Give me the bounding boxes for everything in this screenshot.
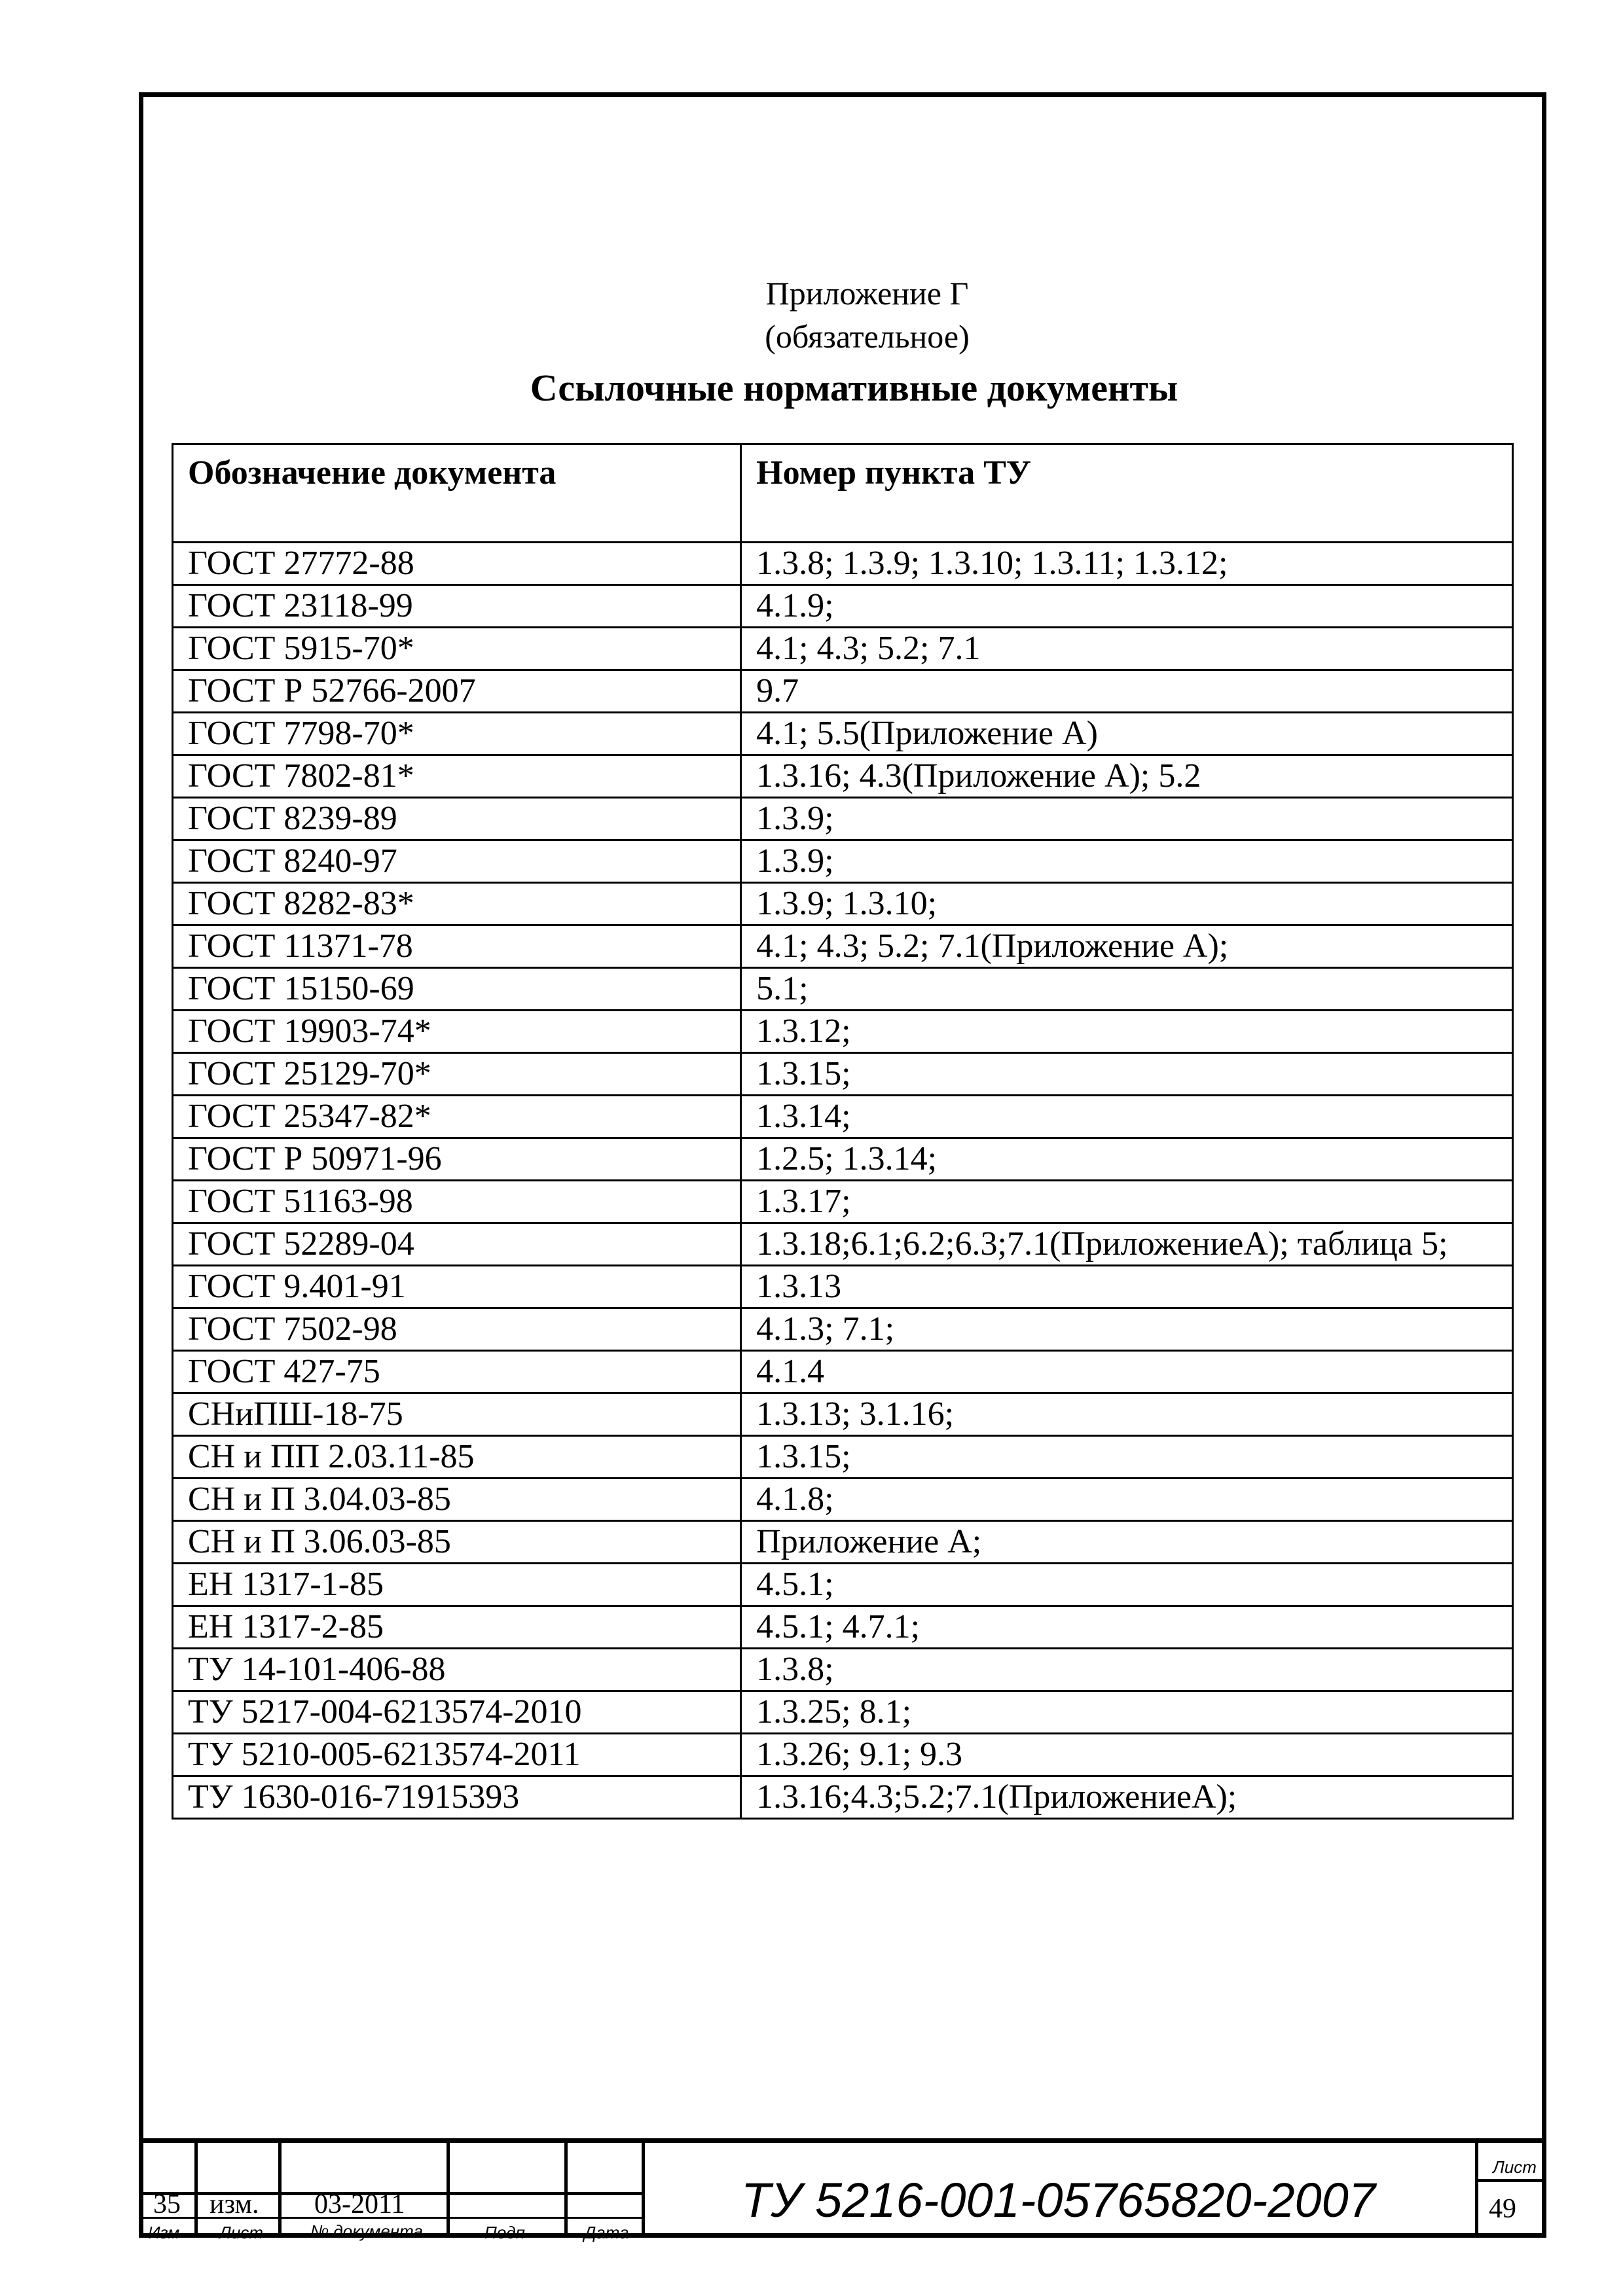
clause-number-cell: 4.1.3; 7.1; xyxy=(741,1308,1513,1351)
column-header-clause: Номер пункта ТУ xyxy=(741,444,1513,543)
clause-number-cell: 4.5.1; 4.7.1; xyxy=(741,1606,1513,1649)
clause-number-cell: 1.2.5; 1.3.14; xyxy=(741,1138,1513,1181)
table-row xyxy=(173,1776,1513,1819)
clause-number-cell: Приложение А; xyxy=(741,1521,1513,1564)
table-row xyxy=(173,925,1513,968)
document-designation-cell: СН и П 3.06.03-85 xyxy=(173,1521,741,1564)
clause-number-cell: 1.3.12; xyxy=(741,1011,1513,1053)
table-row xyxy=(173,798,1513,840)
appendix-status: (обязательное) xyxy=(765,318,970,355)
appendix-heading xyxy=(0,272,1623,418)
table-row xyxy=(173,1223,1513,1266)
references-table xyxy=(172,443,1514,1820)
page-title: Ссылочные нормативные документы xyxy=(530,367,1178,409)
table-header-row xyxy=(173,444,1513,543)
clause-number-cell: 1.3.16; 4.3(Приложение А); 5.2 xyxy=(741,755,1513,798)
table-row xyxy=(173,1266,1513,1308)
table-row xyxy=(173,1734,1513,1776)
table-row xyxy=(173,1181,1513,1223)
document-designation-cell: ЕН 1317-1-85 xyxy=(173,1564,741,1606)
clause-number-cell: 1.3.25; 8.1; xyxy=(741,1691,1513,1734)
clause-number-cell: 4.5.1; xyxy=(741,1564,1513,1606)
table-row xyxy=(173,1436,1513,1479)
clause-number-cell: 1.3.13 xyxy=(741,1266,1513,1308)
clause-number-cell: 4.1.9; xyxy=(741,585,1513,628)
clause-number-cell: 1.3.18;6.1;6.2;6.3;7.1(ПриложениеА); таблица 5; xyxy=(741,1223,1513,1266)
document-designation-cell: ГОСТ 15150-69 xyxy=(173,968,741,1011)
clause-number-cell: 1.3.9; 1.3.10; xyxy=(741,883,1513,925)
document-designation-cell: ГОСТ 25347-82* xyxy=(173,1096,741,1138)
column-label-izm: Изм xyxy=(148,2223,180,2242)
clause-number-cell: 1.3.17; xyxy=(741,1181,1513,1223)
document-designation-cell: ГОСТ 7802-81* xyxy=(173,755,741,798)
document-designation-cell: ГОСТ 5915-70* xyxy=(173,628,741,670)
document-designation-cell: ГОСТ 8240-97 xyxy=(173,840,741,883)
table-row xyxy=(173,1096,1513,1138)
table-row xyxy=(173,1393,1513,1436)
document-designation-cell: ТУ 5210-005-6213574-2011 xyxy=(173,1734,741,1776)
column-label-list: Лист xyxy=(219,2223,263,2242)
table-row xyxy=(173,883,1513,925)
document-designation-cell: СНиПШ-18-75 xyxy=(173,1393,741,1436)
column-label-date: Дата xyxy=(584,2223,629,2242)
document-designation-cell: СН и ПП 2.03.11-85 xyxy=(173,1436,741,1479)
document-designation-cell: ГОСТ 9.401-91 xyxy=(173,1266,741,1308)
clause-number-cell: 4.1.4 xyxy=(741,1351,1513,1393)
table-row xyxy=(173,1308,1513,1351)
clause-number-cell: 1.3.14; xyxy=(741,1096,1513,1138)
table-row xyxy=(173,968,1513,1011)
change-label: изм. xyxy=(210,2189,259,2219)
table-row xyxy=(173,840,1513,883)
document-designation-cell: ГОСТ Р 52766-2007 xyxy=(173,670,741,713)
table-row xyxy=(173,543,1513,585)
sheet-label: Лист xyxy=(1493,2157,1537,2177)
title-block xyxy=(139,2138,1546,2242)
change-document-number: 03-2011 xyxy=(314,2189,405,2219)
clause-number-cell: 5.1; xyxy=(741,968,1513,1011)
column-label-signature: Подп xyxy=(484,2223,525,2242)
document-designation-cell: ГОСТ 52289-04 xyxy=(173,1223,741,1266)
table-row xyxy=(173,1649,1513,1691)
table-row xyxy=(173,1691,1513,1734)
clause-number-cell: 1.3.16;4.3;5.2;7.1(ПриложениеА); xyxy=(741,1776,1513,1819)
document-designation-cell: ГОСТ 7798-70* xyxy=(173,713,741,755)
clause-number-cell: 1.3.15; xyxy=(741,1053,1513,1096)
table-row xyxy=(173,755,1513,798)
column-label-document: № документа xyxy=(310,2221,423,2241)
document-designation-cell: ГОСТ Р 50971-96 xyxy=(173,1138,741,1181)
document-designation-cell: ГОСТ 7502-98 xyxy=(173,1308,741,1351)
document-designation-cell: ГОСТ 27772-88 xyxy=(173,543,741,585)
appendix-label: Приложение Г xyxy=(765,275,969,312)
document-designation-cell: ТУ 1630-016-71915393 xyxy=(173,1776,741,1819)
table-row xyxy=(173,1606,1513,1649)
table-row xyxy=(173,1011,1513,1053)
document-designation-cell: ЕН 1317-2-85 xyxy=(173,1606,741,1649)
clause-number-cell: 1.3.15; xyxy=(741,1436,1513,1479)
document-designation-cell: СН и П 3.04.03-85 xyxy=(173,1479,741,1521)
document-designation-cell: ГОСТ 427-75 xyxy=(173,1351,741,1393)
document-code: ТУ 5216-001-05765820-2007 xyxy=(741,2173,1376,2227)
document-designation-cell: ГОСТ 51163-98 xyxy=(173,1181,741,1223)
clause-number-cell: 4.1; 5.5(Приложение А) xyxy=(741,713,1513,755)
table-row xyxy=(173,713,1513,755)
table-body xyxy=(173,543,1513,1819)
document-designation-cell: ГОСТ 23118-99 xyxy=(173,585,741,628)
clause-number-cell: 1.3.9; xyxy=(741,798,1513,840)
table-row xyxy=(173,1564,1513,1606)
clause-number-cell: 1.3.13; 3.1.16; xyxy=(741,1393,1513,1436)
table-row xyxy=(173,1521,1513,1564)
clause-number-cell: 1.3.9; xyxy=(741,840,1513,883)
clause-number-cell: 4.1; 4.3; 5.2; 7.1(Приложение А); xyxy=(741,925,1513,968)
clause-number-cell: 4.1.8; xyxy=(741,1479,1513,1521)
clause-number-cell: 1.3.26; 9.1; 9.3 xyxy=(741,1734,1513,1776)
document-designation-cell: ГОСТ 8239-89 xyxy=(173,798,741,840)
clause-number-cell: 1.3.8; 1.3.9; 1.3.10; 1.3.11; 1.3.12; xyxy=(741,543,1513,585)
sheet-number: 49 xyxy=(1489,2194,1516,2224)
column-header-document: Обозначение документа xyxy=(173,444,741,543)
document-designation-cell: ГОСТ 19903-74* xyxy=(173,1011,741,1053)
table-row xyxy=(173,1351,1513,1393)
document-designation-cell: ГОСТ 11371-78 xyxy=(173,925,741,968)
clause-number-cell: 1.3.8; xyxy=(741,1649,1513,1691)
table-row xyxy=(173,1053,1513,1096)
table-row xyxy=(173,585,1513,628)
document-designation-cell: ТУ 14-101-406-88 xyxy=(173,1649,741,1691)
table-row xyxy=(173,1138,1513,1181)
document-designation-cell: ГОСТ 8282-83* xyxy=(173,883,741,925)
table-row xyxy=(173,628,1513,670)
table-row xyxy=(173,670,1513,713)
table-row xyxy=(173,1479,1513,1521)
change-number: 35 xyxy=(153,2189,181,2219)
document-designation-cell: ГОСТ 25129-70* xyxy=(173,1053,741,1096)
clause-number-cell: 9.7 xyxy=(741,670,1513,713)
clause-number-cell: 4.1; 4.3; 5.2; 7.1 xyxy=(741,628,1513,670)
document-designation-cell: ТУ 5217-004-6213574-2010 xyxy=(173,1691,741,1734)
